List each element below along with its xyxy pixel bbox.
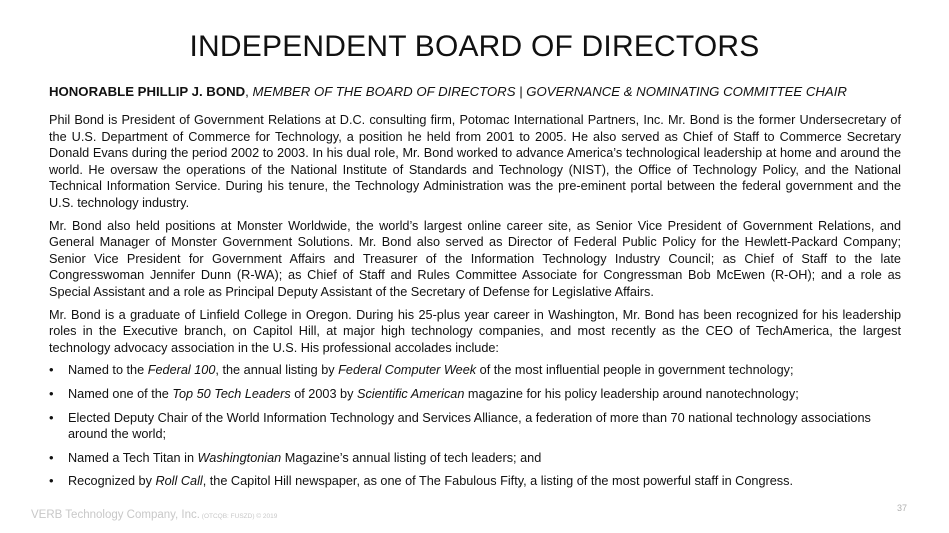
accolades-list [49,362,901,490]
bullet-icon: • [49,473,54,489]
bio-paragraph-1: Phil Bond is President of Government Relations at D.C. consulting firm, Potomac International Partners, Inc. Mr. Bond is the former Undersecretary of the U.S. Department of Commerce for Technology, a position he held from 2001 to 2005. He also served as Chief of Staff to Commerce Secretary Donald Evans during the period 2002 to 2003. In his dual role, Mr. Bond worked to advance America’s technological leadership at home and around the world. He oversaw the operations of the National Institute of Standards and Technology (NIST), the Office of Technology Policy, and the National Technical Information Service. During his tenure, the Technology Administration was the pre-eminent portal between the federal government and the U.S. technology industry. [49,113,901,210]
footer-ticker: (OTCQB: FUSZD) © 2019 [199,513,278,520]
footer-copyright [31,509,277,521]
bullet-icon: • [49,409,54,425]
accolade-text: Named to the [68,363,148,378]
accolade-text: Named a Tech Titan in [68,450,198,465]
accolade-emphasis: Federal 100 [147,363,216,378]
director-heading [49,84,899,100]
accolade-text: of 2003 by [290,386,357,401]
accolade-text: Recognized by [68,474,156,489]
accolade-emphasis: Top 50 Tech Leaders [172,386,291,401]
accolade-item [49,410,901,443]
bullet-icon: • [49,362,54,378]
accolade-text: of the most influential people in government technology; [476,363,794,378]
accolade-text: , the annual listing by [215,363,339,378]
director-role: MEMBER OF THE BOARD OF DIRECTORS | GOVERNANCE & NOMINATING COMMITTEE CHAIR [252,84,847,99]
accolade-text: magazine for his policy leadership around nanotechnology; [464,386,799,401]
accolade-item [49,473,901,490]
bullet-icon: • [49,449,54,465]
accolade-item [49,450,901,467]
accolade-item [49,362,901,379]
heading-separator: , [245,84,253,99]
accolade-emphasis: Roll Call [155,474,203,489]
accolade-text: Elected Deputy Chair of the World Information Technology and Services Alliance, a federation of more than 70 national technology associations around the world; [68,410,871,442]
bio-paragraph-2: Mr. Bond also held positions at Monster Worldwide, the world’s largest online career site, as Senior Vice President of Government Relations, and General Manager of Monster Government Solutions. Mr. Bond also served as Director of Federal Public Policy for the Hewlett-Packard Company; Senior Vice President for Government Affairs and Treasurer of the Information Technology Industry Council; as Chief of Staff to the late Congresswoman Jennifer Dunn (R-WA); as Chief of Staff and Rules Committee Associate for Congressman Bob McEwen (R-OH); and a role as Special Assistant and a role as Principal Deputy Assistant of the Secretary of Defense for Legislative Affairs. [49,218,901,299]
bio-paragraph-3: Mr. Bond is a graduate of Linfield College in Oregon. During his 25-plus year career in Washington, Mr. Bond has been recognized for his leadership roles in the Executive branch, on Capitol Hill, at major high technology companies, and most recently as the CEO of TechAmerica, the largest technology advocacy association in the U.S. His professional accolades include: [49,307,901,355]
accolade-emphasis: Federal Computer Week [338,363,477,378]
accolade-item [49,386,901,403]
director-name: HONORABLE PHILLIP J. BOND [49,84,246,99]
footer-company: VERB Technology Company, Inc. [31,509,200,521]
bullet-icon: • [49,385,54,401]
slide-title: INDEPENDENT BOARD OF DIRECTORS [189,30,760,63]
accolade-text: , the Capitol Hill newspaper, as one of The Fabulous Fifty, a listing of the most powerful staff in Congress. [202,474,793,489]
accolade-text: Magazine’s annual listing of tech leaders; and [281,450,542,465]
accolade-text: Named one of the [68,386,173,401]
bio-content [49,112,901,497]
page-number: 37 [897,503,908,513]
accolade-emphasis: Scientific American [356,386,465,401]
accolade-emphasis: Washingtonian [197,450,282,465]
